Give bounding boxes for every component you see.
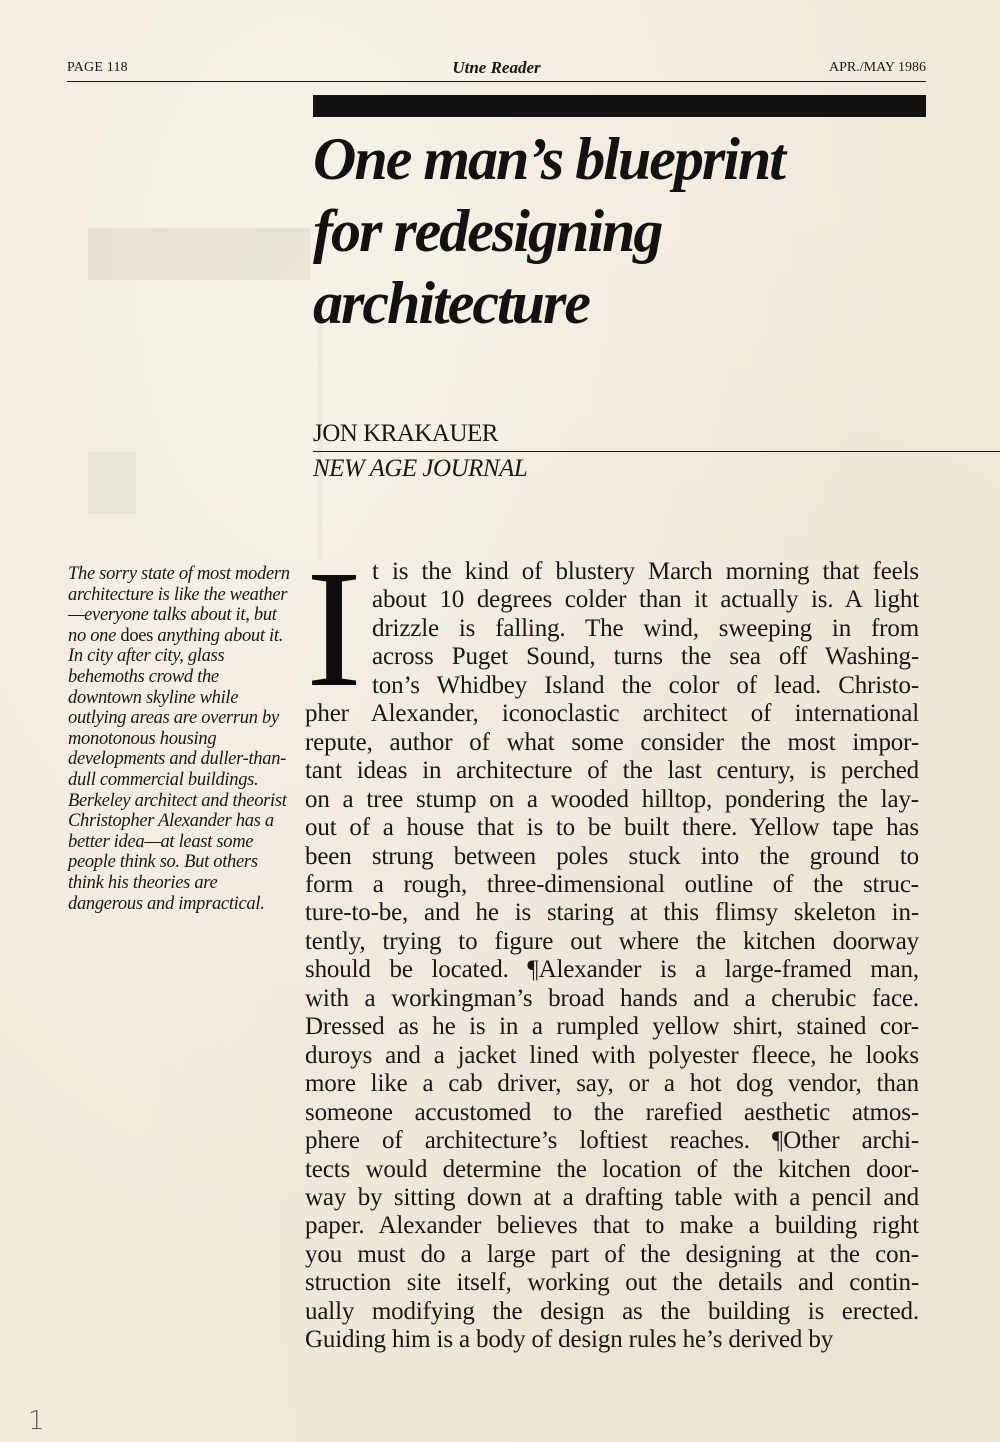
deck-text: The sorry state of most modern architecture is like the weather—everyone talks about it, but no one <box>68 564 290 646</box>
body-line: phere of architecture’s loftiest reaches. ¶Other archi- <box>305 1127 919 1155</box>
deck-emphasis: does <box>120 625 154 646</box>
running-head <box>67 58 926 80</box>
drop-cap: I <box>306 536 362 722</box>
body-line: should be located. ¶Alexander is a large-framed man, <box>305 956 919 984</box>
body-line: t is the kind of blustery March morning that feels <box>372 558 919 585</box>
body-line: tects would determine the location of the kitchen door- <box>305 1155 919 1183</box>
issue-date: APR./MAY 1986 <box>829 60 926 75</box>
body-line: repute, author of what some consider the most impor- <box>305 728 919 756</box>
body-line: tently, trying to figure out where the kitchen doorway <box>305 927 919 955</box>
body-line: struction site itself, working out the details and contin- <box>305 1269 919 1297</box>
body-line: on a tree stump on a wooded hilltop, pondering the lay- <box>305 785 919 813</box>
body-line: Guiding him is a body of design rules he’s derived by <box>305 1326 834 1354</box>
body-line: with a workingman’s broad hands and a cherubic face. <box>305 984 919 1012</box>
title-line: One man’s blueprint <box>313 126 784 192</box>
title-line: for redesigning <box>313 198 662 264</box>
byline-rule <box>313 451 1000 452</box>
body-line: pher Alexander, iconoclastic architect of international <box>305 700 919 728</box>
author-name: JON KRAKAUER <box>313 420 498 447</box>
page-number: PAGE 118 <box>67 60 128 75</box>
article-body <box>305 536 919 1355</box>
body-line: ually modifying the design as the building is erected. <box>305 1297 919 1325</box>
title-bar <box>313 95 926 117</box>
body-line: about 10 degrees colder than it actually is. A light <box>372 586 919 614</box>
body-line: out of a house that is to be built there. Yellow tape has <box>305 814 919 842</box>
body-line: across Puget Sound, turns the sea off Washing- <box>372 643 919 671</box>
body-line: paper. Alexander believes that to make a building right <box>305 1212 919 1240</box>
show-through-shadow <box>88 452 136 514</box>
body-line: ton’s Whidbey Island the color of lead. Christo- <box>372 671 919 699</box>
body-line: duroys and a jacket lined with polyester fleece, he looks <box>305 1041 919 1069</box>
body-line: more like a cab driver, say, or a hot dog vendor, than <box>305 1070 919 1098</box>
deck-text: anything about it. In city after city, glass behemoths crowd the downtown skyline while outlying areas are overrun by monotonous housing developments and duller-than-dull commercial buildings. Berkeley architect and theorist Christopher Alexander has a better idea—at least some people think so. But others think his theories are dangerous and impractical. <box>68 625 287 914</box>
body-line: ture-to-be, and he is staring at this flimsy skeleton in- <box>305 899 919 927</box>
title-line: architecture <box>313 270 589 336</box>
source-publication: NEW AGE JOURNAL <box>313 455 528 482</box>
body-line: drizzle is falling. The wind, sweeping in from <box>372 614 919 642</box>
handwritten-page-mark: 1 <box>28 1406 45 1436</box>
header-rule <box>67 81 926 82</box>
body-line: tant ideas in architecture of the last century, is perched <box>305 757 919 785</box>
article-deck <box>68 564 290 914</box>
body-line: way by sitting down at a drafting table with a pencil and <box>305 1183 919 1211</box>
publication-name: Utne Reader <box>452 58 541 77</box>
show-through-shadow <box>88 228 310 280</box>
body-line: you must do a large part of the designing at the con- <box>305 1240 919 1268</box>
body-line: someone accustomed to the rarefied aesthetic atmos- <box>305 1098 919 1126</box>
body-line: been strung between poles stuck into the ground to <box>305 842 919 870</box>
body-line: Dressed as he is in a rumpled yellow shirt, stained cor- <box>305 1013 919 1041</box>
article-title <box>313 123 926 339</box>
body-line: form a rough, three-dimensional outline of the struc- <box>305 870 919 898</box>
